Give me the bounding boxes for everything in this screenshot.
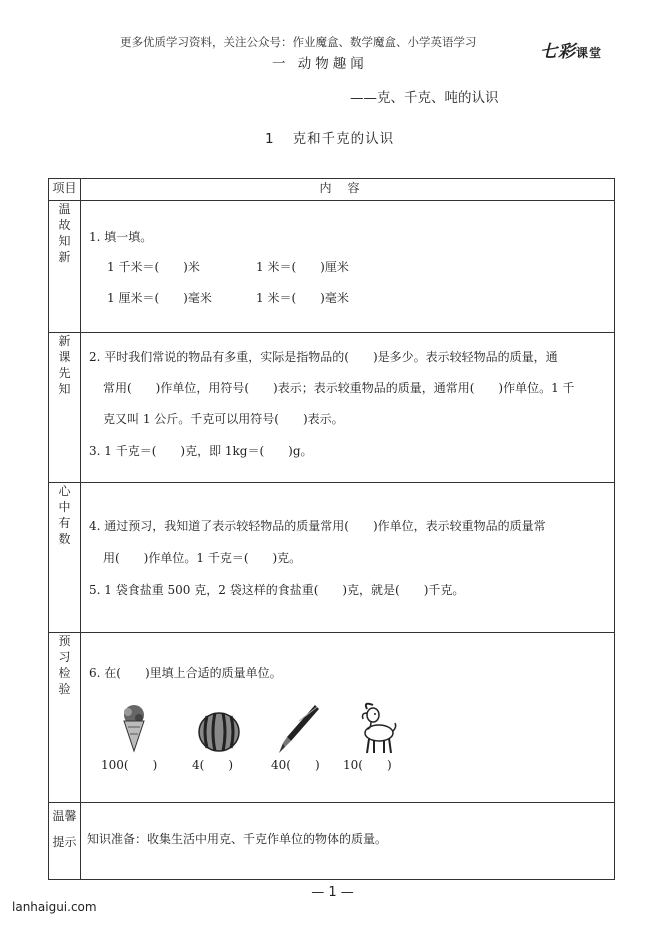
question-2-line: 2. 平时我们常说的物品有多重，实际是指物品的( )是多少。表示较轻物品的质量，通 [89, 350, 558, 364]
answer-blank[interactable]: 40( ) [271, 758, 320, 772]
page-number: — 1 — [311, 885, 354, 900]
section-preview [49, 333, 615, 483]
header-content: 内容 [81, 179, 615, 201]
header-item: 项目 [49, 179, 81, 201]
lesson-title [265, 127, 394, 147]
section-content [81, 483, 615, 633]
fill-blank[interactable]: 1 厘米＝( )毫米 [107, 291, 212, 305]
section-content [81, 201, 615, 333]
unit-title: 一 动物趣闻 [272, 56, 368, 72]
pen-icon [277, 703, 321, 755]
subtitle: ——克、千克、吨的认识 [350, 90, 499, 106]
answer-blank[interactable]: 10( ) [343, 758, 392, 772]
worksheet-table [48, 178, 615, 880]
brand-logo [540, 37, 602, 62]
table-header-row [49, 179, 615, 201]
section-content [81, 333, 615, 483]
lesson-name: 克和千克的认识 [292, 131, 395, 147]
site-watermark: lanhaigui.com [12, 900, 97, 914]
section-label: 预 习 检 验 [49, 633, 81, 803]
question-1: 1. 填一填。 [89, 230, 153, 244]
section-understanding [49, 483, 615, 633]
section-check [49, 633, 615, 803]
fill-blank[interactable]: 1 米＝( )毫米 [256, 291, 349, 305]
section-review [49, 201, 615, 333]
question-5: 5. 1 袋食盐重 500 克，2 袋这样的食盐重( )克，就是( )千克。 [89, 583, 465, 597]
ice-cream-icon [119, 703, 149, 753]
watermelon-icon [197, 711, 241, 753]
tip-text: 知识准备：收集生活中用克、千克作单位的物体的质量。 [87, 832, 388, 846]
brand-main: 七彩 [540, 42, 576, 62]
question-4-line: 4. 通过预习，我知道了表示较轻物品的质量常用( )作单位，表示较重物品的质量常 [89, 519, 546, 533]
answer-blank[interactable]: 100( ) [101, 758, 158, 772]
section-content [81, 633, 615, 803]
question-2-line: 克又叫 1 公斤。千克可以用符号( )表示。 [103, 412, 344, 426]
lesson-number: 1 [265, 131, 275, 147]
question-3: 3. 1 千克＝( )克，即 1kg＝( )g。 [89, 444, 313, 458]
section-label: 新 课 先 知 [49, 333, 81, 483]
question-4-line: 用( )作单位。1 千克＝( )克。 [103, 551, 302, 565]
section-label: 温 故 知 新 [49, 201, 81, 333]
fill-blank[interactable]: 1 千米＝( )米 [107, 260, 200, 274]
section-content [81, 803, 615, 880]
promo-text: 更多优质学习资料，关注公众号：作业魔盒、数学魔盒、小学英语学习 [120, 35, 477, 49]
section-label: 温馨 提示 [49, 803, 81, 880]
question-6: 6. 在( )里填上合适的质量单位。 [89, 666, 282, 680]
goat-icon [353, 701, 399, 755]
section-tips [49, 803, 615, 880]
brand-sub: 课堂 [576, 46, 603, 60]
answer-blank[interactable]: 4( ) [192, 758, 233, 772]
question-2-line: 常用( )作单位，用符号( )表示；表示较重物品的质量，通常用( )作单位。1 千 [103, 381, 575, 395]
section-label: 心 中 有 数 [49, 483, 81, 633]
fill-blank[interactable]: 1 米＝( )厘米 [256, 260, 349, 274]
